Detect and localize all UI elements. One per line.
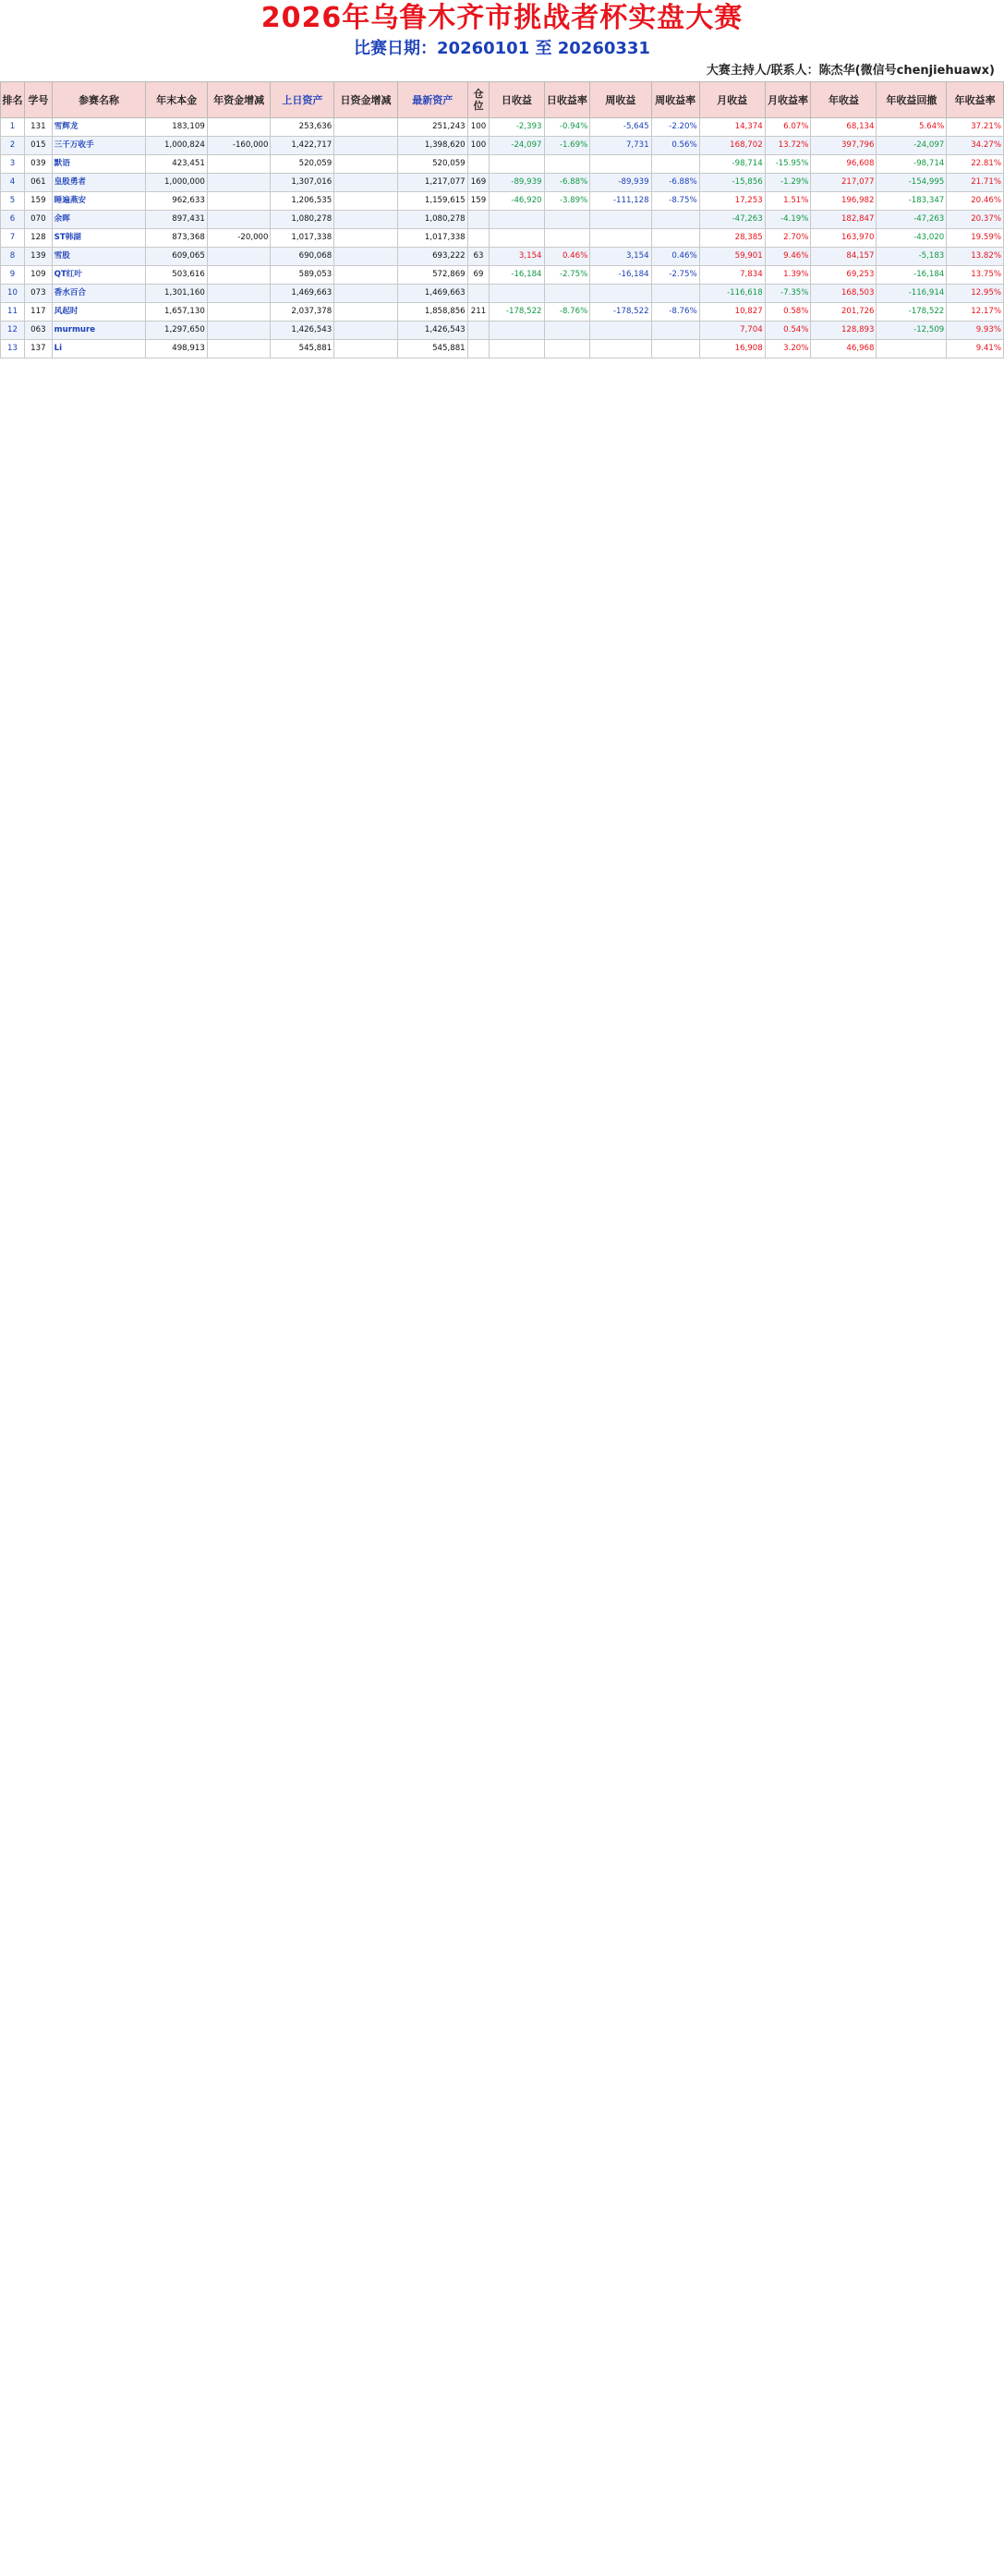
table-cell: 10: [1, 285, 25, 303]
table-cell: [544, 322, 590, 340]
table-cell: [467, 340, 490, 358]
table-cell: -47,263: [699, 211, 765, 229]
column-header: 上日资产: [271, 82, 334, 118]
table-cell: 7,704: [699, 322, 765, 340]
competition-dates: 比赛日期：20260101 至 20260331: [354, 39, 650, 58]
table-cell: 100: [467, 137, 490, 155]
table-cell: -12,509: [877, 322, 947, 340]
table-cell: 1,657,130: [146, 303, 207, 322]
table-cell: -47,263: [877, 211, 947, 229]
table-cell: [334, 155, 398, 174]
table-row: [1, 155, 1004, 174]
column-header: 年资金增减: [207, 82, 271, 118]
column-header: 年末本金: [146, 82, 207, 118]
table-cell: 183,109: [146, 118, 207, 137]
table-cell: 13.82%: [947, 248, 1004, 266]
table-cell: 香水百合: [52, 285, 146, 303]
table-cell: [207, 211, 271, 229]
table-cell: -111,128: [590, 192, 651, 211]
table-cell: [877, 340, 947, 358]
table-cell: 693,222: [397, 248, 467, 266]
table-cell: 117: [25, 303, 53, 322]
table-cell: 168,702: [699, 137, 765, 155]
table-cell: [590, 155, 651, 174]
table-cell: 3,154: [490, 248, 544, 266]
table-cell: 589,053: [271, 266, 334, 285]
table-cell: 168,503: [811, 285, 877, 303]
table-cell: -2.20%: [651, 118, 699, 137]
table-cell: 1.39%: [765, 266, 811, 285]
table-cell: 217,077: [811, 174, 877, 192]
column-header: 年收益: [811, 82, 877, 118]
table-cell: 1,217,077: [397, 174, 467, 192]
table-cell: 0.46%: [544, 248, 590, 266]
table-cell: 873,368: [146, 229, 207, 248]
table-cell: 风起时: [52, 303, 146, 322]
table-cell: [651, 229, 699, 248]
table-cell: 1,858,856: [397, 303, 467, 322]
table-cell: 雪股: [52, 248, 146, 266]
table-cell: 196,982: [811, 192, 877, 211]
table-cell: [207, 118, 271, 137]
table-cell: [544, 211, 590, 229]
table-cell: 14,374: [699, 118, 765, 137]
table-cell: 0.54%: [765, 322, 811, 340]
table-cell: 16,908: [699, 340, 765, 358]
table-cell: 17,253: [699, 192, 765, 211]
table-cell: 0.46%: [651, 248, 699, 266]
column-header: 周收益率: [651, 82, 699, 118]
column-header: 学号: [25, 82, 53, 118]
table-cell: -178,522: [490, 303, 544, 322]
table-cell: -0.94%: [544, 118, 590, 137]
table-cell: 3: [1, 155, 25, 174]
table-cell: [334, 266, 398, 285]
table-cell: 三千万收手: [52, 137, 146, 155]
table-cell: [334, 229, 398, 248]
table-cell: 63: [467, 248, 490, 266]
table-cell: 253,636: [271, 118, 334, 137]
table-cell: [334, 174, 398, 192]
table-cell: 20.37%: [947, 211, 1004, 229]
table-cell: 139: [25, 248, 53, 266]
table-cell: 039: [25, 155, 53, 174]
table-cell: [207, 174, 271, 192]
table-cell: [334, 322, 398, 340]
table-cell: 13: [1, 340, 25, 358]
table-row: [1, 211, 1004, 229]
table-cell: 520,059: [271, 155, 334, 174]
table-cell: 201,726: [811, 303, 877, 322]
table-cell: 070: [25, 211, 53, 229]
column-header: 日收益: [490, 82, 544, 118]
table-cell: [490, 211, 544, 229]
table-cell: 皇股勇者: [52, 174, 146, 192]
table-row: [1, 322, 1004, 340]
column-header: 月收益率: [765, 82, 811, 118]
table-cell: -43,020: [877, 229, 947, 248]
table-cell: -6.88%: [544, 174, 590, 192]
table-cell: 9.93%: [947, 322, 1004, 340]
table-row: [1, 285, 1004, 303]
table-cell: [590, 229, 651, 248]
table-cell: 1,469,663: [271, 285, 334, 303]
table-cell: [334, 211, 398, 229]
column-header: 排名: [1, 82, 25, 118]
table-cell: -178,522: [877, 303, 947, 322]
table-cell: 423,451: [146, 155, 207, 174]
table-cell: -4.19%: [765, 211, 811, 229]
table-cell: [467, 211, 490, 229]
table-cell: -8.75%: [651, 192, 699, 211]
table-cell: [334, 248, 398, 266]
table-cell: [207, 248, 271, 266]
table-cell: [467, 229, 490, 248]
table-cell: [467, 285, 490, 303]
table-body: [1, 118, 1004, 358]
table-cell: 6: [1, 211, 25, 229]
table-cell: -89,939: [490, 174, 544, 192]
table-cell: -2.75%: [544, 266, 590, 285]
table-cell: 13.72%: [765, 137, 811, 155]
table-cell: 498,913: [146, 340, 207, 358]
table-cell: -46,920: [490, 192, 544, 211]
table-cell: 默语: [52, 155, 146, 174]
table-cell: QT红叶: [52, 266, 146, 285]
table-cell: 3.20%: [765, 340, 811, 358]
table-cell: [207, 303, 271, 322]
table-cell: [467, 155, 490, 174]
table-cell: 061: [25, 174, 53, 192]
table-cell: 1,422,717: [271, 137, 334, 155]
table-cell: 雪辉龙: [52, 118, 146, 137]
table-cell: -5,645: [590, 118, 651, 137]
table-cell: 397,796: [811, 137, 877, 155]
table-cell: 34.27%: [947, 137, 1004, 155]
table-cell: [590, 340, 651, 358]
table-cell: 1,301,160: [146, 285, 207, 303]
table-cell: [207, 322, 271, 340]
table-cell: -2,393: [490, 118, 544, 137]
table-cell: 9.41%: [947, 340, 1004, 358]
table-cell: [544, 229, 590, 248]
table-cell: 1,426,543: [397, 322, 467, 340]
table-cell: 163,970: [811, 229, 877, 248]
table-cell: 2: [1, 137, 25, 155]
table-cell: [651, 155, 699, 174]
table-cell: 690,068: [271, 248, 334, 266]
table-cell: 0.58%: [765, 303, 811, 322]
table-cell: -15,856: [699, 174, 765, 192]
table-cell: 2,037,378: [271, 303, 334, 322]
table-cell: 12: [1, 322, 25, 340]
table-cell: -98,714: [877, 155, 947, 174]
table-cell: -183,347: [877, 192, 947, 211]
column-header: 月收益: [699, 82, 765, 118]
table-cell: 962,633: [146, 192, 207, 211]
table-cell: [651, 285, 699, 303]
table-cell: 1,080,278: [397, 211, 467, 229]
table-cell: [467, 322, 490, 340]
column-header: 周收益: [590, 82, 651, 118]
table-row: [1, 137, 1004, 155]
table-cell: 4: [1, 174, 25, 192]
table-cell: 37.21%: [947, 118, 1004, 137]
table-cell: -1.69%: [544, 137, 590, 155]
table-cell: 12.95%: [947, 285, 1004, 303]
table-cell: 11: [1, 303, 25, 322]
table-cell: 20.46%: [947, 192, 1004, 211]
table-cell: murmure: [52, 322, 146, 340]
table-cell: -16,184: [590, 266, 651, 285]
table-cell: 3,154: [590, 248, 651, 266]
table-cell: [590, 322, 651, 340]
table-cell: -98,714: [699, 155, 765, 174]
table-cell: [490, 322, 544, 340]
table-row: [1, 118, 1004, 137]
table-cell: 28,385: [699, 229, 765, 248]
table-cell: 182,847: [811, 211, 877, 229]
table-cell: 1,000,824: [146, 137, 207, 155]
table-cell: [544, 285, 590, 303]
table-cell: [207, 192, 271, 211]
table-cell: 897,431: [146, 211, 207, 229]
table-cell: 余晖: [52, 211, 146, 229]
column-header: 最新资产: [397, 82, 467, 118]
table-row: [1, 248, 1004, 266]
table-cell: [490, 340, 544, 358]
table-row: [1, 303, 1004, 322]
page-title: 2026年乌鲁木齐市挑战者杯实盘大赛: [260, 2, 744, 34]
table-cell: 1,000,000: [146, 174, 207, 192]
table-cell: 1,398,620: [397, 137, 467, 155]
table-cell: [651, 211, 699, 229]
table-cell: -1.29%: [765, 174, 811, 192]
table-cell: [334, 118, 398, 137]
table-cell: [544, 155, 590, 174]
table-cell: [207, 266, 271, 285]
table-cell: [490, 229, 544, 248]
table-cell: 1,426,543: [271, 322, 334, 340]
table-cell: 1,159,615: [397, 192, 467, 211]
column-header: 年收益回撤: [877, 82, 947, 118]
table-row: [1, 192, 1004, 211]
table-cell: [334, 340, 398, 358]
table-cell: -116,914: [877, 285, 947, 303]
table-cell: [207, 155, 271, 174]
table-cell: 2.70%: [765, 229, 811, 248]
table-cell: 59,901: [699, 248, 765, 266]
table-cell: ST韩湖: [52, 229, 146, 248]
table-cell: 9.46%: [765, 248, 811, 266]
table-cell: -6.88%: [651, 174, 699, 192]
ranking-table: [0, 81, 1004, 358]
table-cell: 9: [1, 266, 25, 285]
table-cell: -16,184: [877, 266, 947, 285]
table-cell: 1,307,016: [271, 174, 334, 192]
table-cell: 1,469,663: [397, 285, 467, 303]
table-cell: [651, 340, 699, 358]
table-cell: [490, 155, 544, 174]
table-cell: 159: [25, 192, 53, 211]
table-cell: 503,616: [146, 266, 207, 285]
table-cell: 5: [1, 192, 25, 211]
table-cell: [334, 303, 398, 322]
table-cell: [590, 285, 651, 303]
table-cell: 96,608: [811, 155, 877, 174]
table-cell: -24,097: [877, 137, 947, 155]
table-cell: 1,017,338: [397, 229, 467, 248]
table-cell: -7.35%: [765, 285, 811, 303]
table-cell: 19.59%: [947, 229, 1004, 248]
table-cell: Li: [52, 340, 146, 358]
column-header: 参赛名称: [52, 82, 146, 118]
table-cell: [651, 322, 699, 340]
table-cell: -3.89%: [544, 192, 590, 211]
table-cell: 7,834: [699, 266, 765, 285]
table-cell: -2.75%: [651, 266, 699, 285]
table-cell: 13.75%: [947, 266, 1004, 285]
table-cell: 1,080,278: [271, 211, 334, 229]
table-cell: 68,134: [811, 118, 877, 137]
table-cell: 159: [467, 192, 490, 211]
host-contact: 大赛主持人/联系人：陈杰华(微信号chenjiehuawx): [706, 64, 995, 78]
table-row: [1, 340, 1004, 358]
table-cell: -89,939: [590, 174, 651, 192]
table-cell: 21.71%: [947, 174, 1004, 192]
table-cell: 7,731: [590, 137, 651, 155]
table-cell: 1,206,535: [271, 192, 334, 211]
table-cell: 520,059: [397, 155, 467, 174]
table-cell: 46,968: [811, 340, 877, 358]
table-cell: -160,000: [207, 137, 271, 155]
table-cell: [207, 340, 271, 358]
table-cell: 84,157: [811, 248, 877, 266]
table-cell: 69,253: [811, 266, 877, 285]
column-header: 年收益率: [947, 82, 1004, 118]
table-cell: 609,065: [146, 248, 207, 266]
table-row: [1, 229, 1004, 248]
column-header: 仓位: [467, 82, 490, 118]
table-cell: 12.17%: [947, 303, 1004, 322]
table-cell: 131: [25, 118, 53, 137]
table-cell: 1: [1, 118, 25, 137]
table-cell: 109: [25, 266, 53, 285]
table-cell: 211: [467, 303, 490, 322]
table-cell: 137: [25, 340, 53, 358]
table-cell: -24,097: [490, 137, 544, 155]
table-cell: 睡遍燕安: [52, 192, 146, 211]
table-cell: -178,522: [590, 303, 651, 322]
table-header: [1, 82, 1004, 118]
table-cell: 5.64%: [877, 118, 947, 137]
table-cell: 251,243: [397, 118, 467, 137]
table-cell: -16,184: [490, 266, 544, 285]
table-cell: -116,618: [699, 285, 765, 303]
table-cell: 10,827: [699, 303, 765, 322]
table-cell: -154,995: [877, 174, 947, 192]
table-cell: 1,297,650: [146, 322, 207, 340]
table-cell: 1,017,338: [271, 229, 334, 248]
table-cell: 015: [25, 137, 53, 155]
table-cell: -8.76%: [651, 303, 699, 322]
table-cell: 073: [25, 285, 53, 303]
table-cell: 169: [467, 174, 490, 192]
table-cell: [334, 192, 398, 211]
table-cell: 8: [1, 248, 25, 266]
table-cell: 545,881: [397, 340, 467, 358]
table-cell: [590, 211, 651, 229]
table-cell: [490, 285, 544, 303]
table-cell: 69: [467, 266, 490, 285]
table-cell: -15.95%: [765, 155, 811, 174]
table-cell: 572,869: [397, 266, 467, 285]
table-cell: [544, 340, 590, 358]
table-cell: [334, 285, 398, 303]
table-cell: 063: [25, 322, 53, 340]
table-cell: -20,000: [207, 229, 271, 248]
table-cell: 1.51%: [765, 192, 811, 211]
table-cell: 7: [1, 229, 25, 248]
table-cell: [334, 137, 398, 155]
table-cell: [207, 285, 271, 303]
table-cell: 545,881: [271, 340, 334, 358]
table-cell: -8.76%: [544, 303, 590, 322]
table-cell: 128: [25, 229, 53, 248]
table-cell: 0.56%: [651, 137, 699, 155]
table-cell: 100: [467, 118, 490, 137]
table-row: [1, 266, 1004, 285]
table-cell: 6.07%: [765, 118, 811, 137]
table-row: [1, 174, 1004, 192]
table-cell: -5,183: [877, 248, 947, 266]
table-cell: 22.81%: [947, 155, 1004, 174]
table-cell: 128,893: [811, 322, 877, 340]
column-header: 日资金增减: [334, 82, 398, 118]
column-header: 日收益率: [544, 82, 590, 118]
